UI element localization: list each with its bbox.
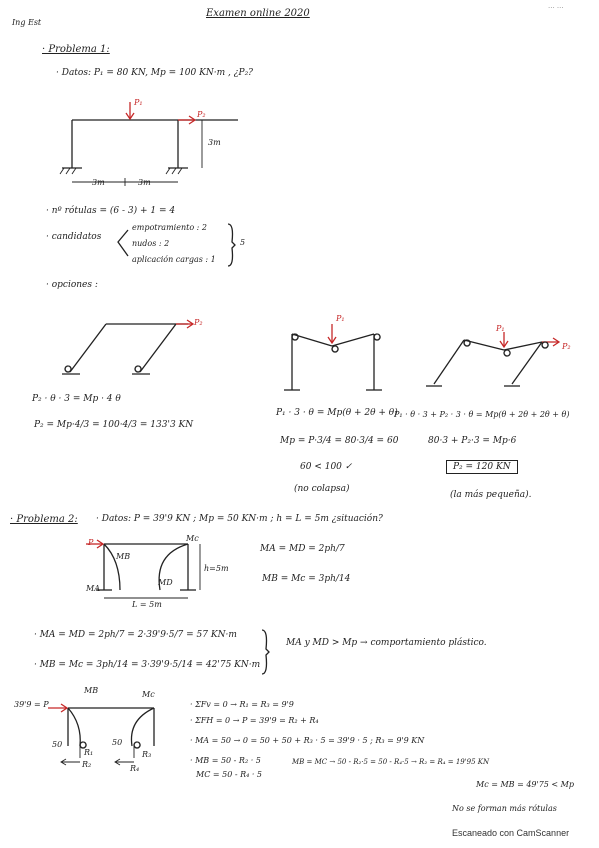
p2-formula-ma: MA = MD = 2ph/7 <box>260 544 345 554</box>
candidate-item-2: nudos : 2 <box>132 239 170 248</box>
p2-eq-6: MB = MC → 50 - R₂·5 = 50 - R₄·5 → R₂ = R₄ = 19'95 KN <box>292 758 490 766</box>
p2-formula-mb: MB = Mc = 3ph/14 <box>262 574 351 584</box>
fbd-moment-d-label: 50 <box>112 738 123 747</box>
p2-moment-d-label: MD <box>158 578 173 587</box>
fbd-reaction-r2: R₂ <box>82 760 92 769</box>
p2-calc-brace <box>260 628 270 676</box>
fbd-moment-b-label: MB <box>84 686 99 695</box>
option-3-force-label-2: P₂ <box>562 342 571 351</box>
p2-moment-a-label: MA <box>86 584 100 593</box>
option-3-result: P₂ = 120 KN <box>446 460 518 474</box>
scanner-watermark: Escaneado con CamScanner <box>452 828 570 838</box>
fbd-load-label: 39'9 = P <box>14 700 49 709</box>
fbd-reaction-r4: R₄ <box>130 764 140 773</box>
option-1-eq-1: P₂ · θ · 3 = Mp · 4 θ <box>32 394 121 404</box>
option-3-eq-1: P₁ · θ · 3 + P₂ · 3 · θ = Mp(θ + 2θ + 2θ + θ) <box>394 410 570 419</box>
p2-span-label: L = 5m <box>132 600 162 609</box>
span-b-dimension: 3m <box>138 178 151 187</box>
problem-2-frame-sketch <box>84 536 204 606</box>
p2-calc-2: · MB = Mc = 3ph/14 = 3·39'9·5/14 = 42'75 KN·m <box>34 660 261 670</box>
candidates-close-brace <box>226 222 236 268</box>
option-3-sketch <box>424 328 574 394</box>
option-1-force-label: P₂ <box>194 318 203 327</box>
option-3-eq-2: 80·3 + P₂·3 = Mp·6 <box>428 436 517 446</box>
option-2-eq-3: 60 < 100 ✓ <box>300 462 353 472</box>
candidates-label: · candidatos <box>46 232 102 242</box>
option-2-eq-1: P₁ · 3 · θ = Mp(θ + 2θ + θ) <box>276 408 398 418</box>
options-label: · opciones : <box>46 280 98 290</box>
p2-calc-1: · MA = MD = 2ph/7 = 2·39'9·5/7 = 57 KN·m <box>34 630 237 640</box>
p2-moment-c-label: Mc <box>186 534 199 543</box>
fbd-reaction-r3: R₃ <box>142 750 152 759</box>
header-corner: ... ... <box>548 2 564 10</box>
p2-eq-5: MC = 50 - R₄ · 5 <box>196 770 263 779</box>
p2-eq-8: No se forman más rótulas <box>452 804 557 813</box>
p2-height-label: h=5m <box>204 564 229 573</box>
option-3-force-label-1: P₁ <box>496 324 505 333</box>
problem-1-data: · Datos: P₁ = 80 KN, Mp = 100 KN·m , ¿P₂? <box>56 68 254 78</box>
p2-force-label: P <box>88 538 94 547</box>
candidate-item-3: aplicación cargas : 1 <box>132 255 216 264</box>
header-left: Ing Est <box>12 18 42 27</box>
p2-conclusion: MA y MD > Mp → comportamiento plástico. <box>286 638 487 648</box>
problem-2-heading: · Problema 2: <box>10 514 78 525</box>
option-2-eq-2: Mp = P·3/4 = 80·3/4 = 60 <box>280 436 399 446</box>
fbd-moment-c-label: Mc <box>142 690 155 699</box>
p2-eq-3: · MA = 50 → 0 = 50 + 50 + R₃ · 5 = 39'9 · 5 ; R₃ = 9'9 KN <box>190 736 425 745</box>
p2-force-label: P₂ <box>197 110 206 119</box>
p2-eq-1: · ΣFv = 0 → R₁ = R₃ = 9'9 <box>190 700 294 709</box>
p1-force-label: P₁ <box>134 98 143 107</box>
option-3-note: (la más pequeña). <box>450 490 532 500</box>
fbd-reaction-r1: R₁ <box>84 748 94 757</box>
span-a-dimension: 3m <box>92 178 105 187</box>
option-1-eq-2: P₂ = Mp·4/3 = 100·4/3 = 133'3 KN <box>34 420 194 430</box>
option-2-force-label: P₁ <box>336 314 345 323</box>
height-dimension: 3m <box>208 138 221 147</box>
page-title: Examen online 2020 <box>206 8 310 19</box>
problem-2-data: · Datos: P = 39'9 KN ; Mp = 50 KN·m ; h = L = 5m ¿situación? <box>96 514 383 524</box>
p2-eq-4: · MB = 50 - R₂ · 5 <box>190 756 261 765</box>
p2-moment-b-label: MB <box>116 552 131 561</box>
option-1-sketch <box>58 316 208 396</box>
option-2-sketch <box>284 318 384 398</box>
fbd-moment-a-label: 50 <box>52 740 63 749</box>
candidate-item-1: empotramiento : 2 <box>132 223 207 232</box>
hinge-count: · nº rótulas = (6 - 3) + 1 = 4 <box>46 206 176 216</box>
problem-1-heading: · Problema 1: <box>42 44 110 55</box>
candidates-total: 5 <box>240 238 246 247</box>
option-2-eq-4: (no colapsa) <box>294 484 350 494</box>
p2-eq-7: Mc = MB = 49'75 < Mp <box>476 780 574 789</box>
candidates-brace <box>116 228 130 260</box>
p2-eq-2: · ΣFH = 0 → P = 39'9 = R₂ + R₄ <box>190 716 319 725</box>
